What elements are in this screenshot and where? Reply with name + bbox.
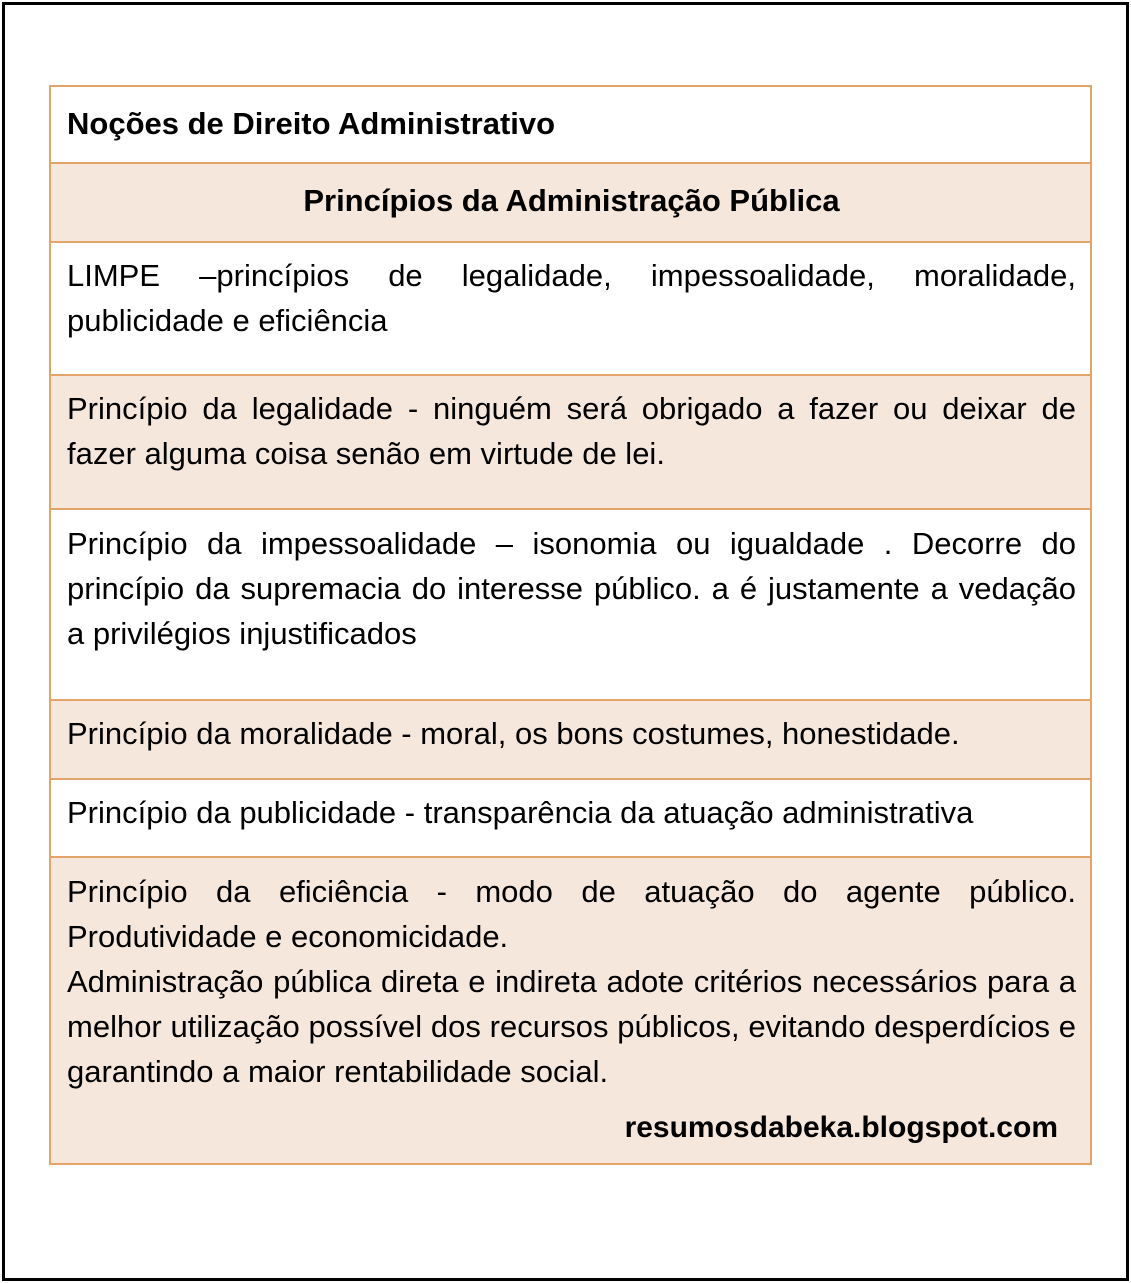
document-title: Noções de Direito Administrativo bbox=[67, 106, 556, 141]
principle-text: Princípio da eficiência - modo de atuação do agente público. Produtividade e economicidade. bbox=[67, 874, 1076, 954]
principle-row-limpe bbox=[51, 243, 1090, 376]
principle-row-eficiencia bbox=[51, 858, 1090, 1163]
principle-text: Princípio da moralidade - moral, os bons costumes, honestidade. bbox=[67, 716, 960, 751]
principle-detail-text: Administração pública direta e indireta adote critérios necessários para a melhor utilização possível dos recursos públicos, evitando desperdícios e garantindo a maior rentabilidade social. bbox=[67, 964, 1076, 1089]
summary-table bbox=[49, 85, 1092, 1165]
section-subtitle: Princípios da Administração Pública bbox=[303, 183, 840, 218]
principle-row-impessoalidade bbox=[51, 510, 1090, 701]
principle-row-publicidade bbox=[51, 780, 1090, 858]
title-row bbox=[51, 87, 1090, 164]
blog-url: resumosdabeka.blogspot.com bbox=[624, 1111, 1058, 1144]
principle-row-moralidade bbox=[51, 701, 1090, 780]
subtitle-row bbox=[51, 164, 1090, 243]
principle-row-legalidade bbox=[51, 376, 1090, 510]
principle-text: Princípio da publicidade - transparência da atuação administrativa bbox=[67, 795, 974, 830]
principle-text: Princípio da impessoalidade – isonomia ou igualdade . Decorre do princípio da supremacia do interesse público. a é justamente a vedação a privilégios injustificados bbox=[67, 526, 1076, 651]
principle-text: Princípio da legalidade - ninguém será obrigado a fazer ou deixar de fazer alguma coisa senão em virtude de lei. bbox=[67, 391, 1076, 471]
principle-text: LIMPE –princípios de legalidade, impessoalidade, moralidade, publicidade e eficiência bbox=[67, 258, 1076, 338]
